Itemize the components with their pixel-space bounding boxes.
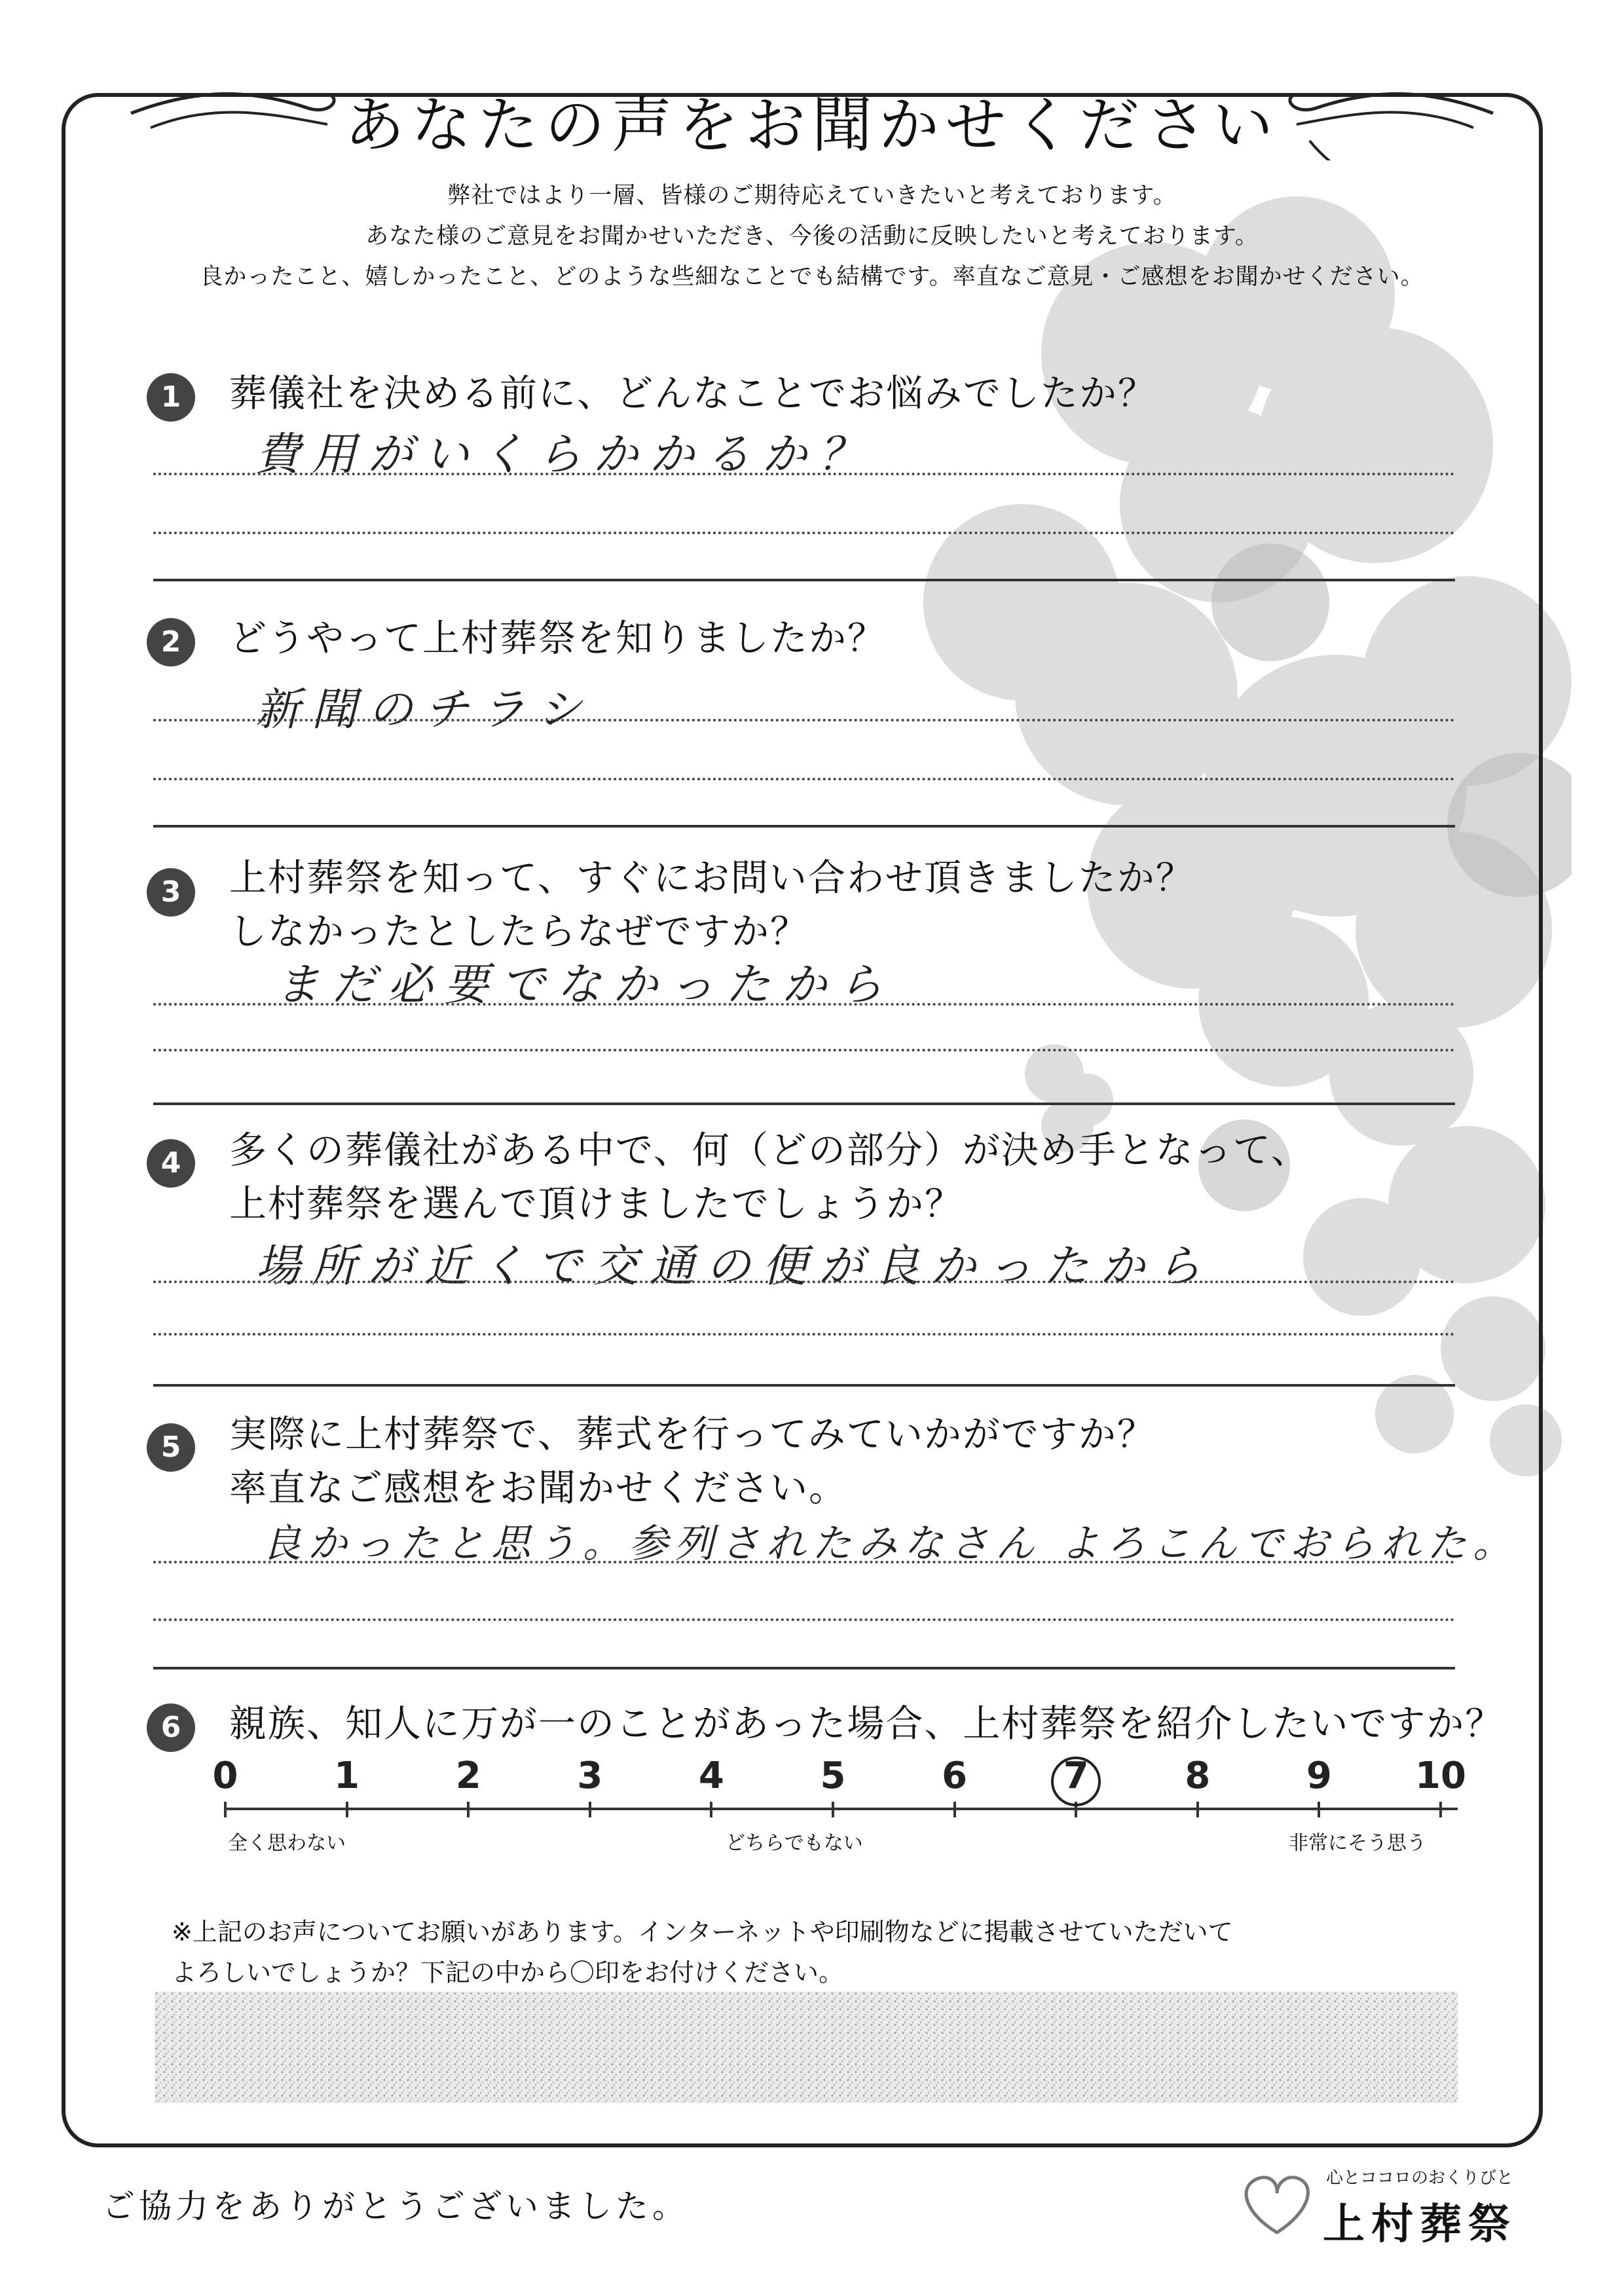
answer-3-handwritten: まだ必要でなかったから xyxy=(275,959,895,1011)
rating-scale-axis xyxy=(225,1808,1458,1810)
question-line: 率直なご感想をお聞かせください。 xyxy=(229,1467,847,1510)
question-5-text xyxy=(229,1408,1156,1515)
scale-tick xyxy=(1439,1802,1442,1817)
intro-line: あなた様のご意見をお聞かせいただき、今後の活動に反映したいと考えております。 xyxy=(365,223,1259,249)
question-number-4: 4 xyxy=(147,1139,195,1188)
question-line: 葬儀社を決める前に、どんなことでお悩みでしたか？ xyxy=(229,372,1156,415)
section-divider xyxy=(153,579,1455,581)
question-number-5: 5 xyxy=(147,1423,195,1472)
answer-line xyxy=(153,1281,1455,1283)
question-number-2: 2 xyxy=(147,618,195,666)
question-3-text xyxy=(229,851,1194,958)
scale-number-3: 3 xyxy=(577,1755,603,1797)
answer-line xyxy=(153,778,1455,780)
question-2-text xyxy=(229,611,886,665)
logo-tagline: 心とココロのおくりびと xyxy=(1326,2168,1514,2188)
scale-number-5: 5 xyxy=(820,1755,846,1797)
section-divider xyxy=(153,1102,1455,1105)
question-line: 実際に上村葬祭で、葬式を行ってみていかがですか？ xyxy=(229,1413,1156,1456)
publication-notice xyxy=(172,1912,1233,1993)
scale-tick xyxy=(710,1802,712,1817)
notice-line: よろしいでしょうか？下記の中から〇印をお付けください。 xyxy=(172,1958,844,1987)
section-divider xyxy=(153,1384,1455,1387)
question-number-6: 6 xyxy=(147,1704,195,1752)
question-line: しなかったとしたらなぜですか？ xyxy=(229,910,809,953)
scale-number-0: 0 xyxy=(212,1755,238,1797)
question-line: 上村葬祭を知って、すぐにお問い合わせ頂きましたか？ xyxy=(229,856,1194,900)
question-4-text xyxy=(229,1123,1310,1231)
selected-rating-circle xyxy=(1051,1757,1101,1806)
question-line: 多くの葬儀社がある中で、何（どの部分）が決め手となって、 xyxy=(229,1129,1310,1172)
scale-tick xyxy=(1318,1802,1320,1817)
answer-line xyxy=(153,1333,1455,1336)
scale-tick xyxy=(467,1802,470,1817)
answer-line xyxy=(153,1003,1455,1006)
page-title: あなたの声をお聞かせください xyxy=(344,90,1280,160)
question-number-1: 1 xyxy=(147,373,195,422)
scale-number-1: 1 xyxy=(334,1755,360,1797)
scale-tick xyxy=(589,1802,591,1817)
answer-4-handwritten: 場所が近くで交通の便が良かったから xyxy=(255,1241,1213,1292)
scale-label-mid: どちらでもない xyxy=(726,1832,863,1855)
question-line: 上村葬祭を選んで頂けましたでしょうか？ xyxy=(229,1182,963,1226)
scale-tick xyxy=(346,1802,348,1817)
question-line: どうやって上村葬祭を知りましたか？ xyxy=(229,617,886,660)
answer-5-handwritten: 良かったと思う。参列されたみなさん よろこんでおられた。 xyxy=(262,1521,1519,1567)
scale-tick xyxy=(953,1802,956,1817)
scale-number-6: 6 xyxy=(942,1755,968,1797)
answer-line xyxy=(153,1049,1455,1051)
thank-you-message: ご協力をありがとうございました。 xyxy=(102,2187,689,2225)
intro-line: 弊社ではより一層、皆様のご期待応えていきたいと考えております。 xyxy=(447,183,1177,209)
answer-line xyxy=(153,532,1455,534)
answer-line xyxy=(153,1561,1455,1563)
section-divider xyxy=(153,1667,1455,1669)
answer-line xyxy=(153,473,1455,475)
section-divider xyxy=(153,825,1455,828)
answer-line xyxy=(153,719,1455,721)
scale-tick xyxy=(1196,1802,1199,1817)
intro-line: 良かったこと、嬉しかったこと、どのような些細なことでも結構です。率直なご意見・ご感想をお聞かせください。 xyxy=(200,264,1424,290)
intro-text xyxy=(0,175,1624,297)
scale-tick xyxy=(832,1802,834,1817)
company-name: 上村葬祭 xyxy=(1323,2200,1517,2249)
scale-number-4: 4 xyxy=(698,1755,724,1797)
notice-line: ※上記のお声についてお願いがあります。インターネットや印刷物などに掲載させていただいて xyxy=(172,1918,1233,1946)
redacted-area xyxy=(155,1992,1458,2103)
answer-line xyxy=(153,1618,1455,1621)
question-6-text xyxy=(229,1697,1504,1751)
scale-number-2: 2 xyxy=(455,1755,481,1797)
scale-number-7: 7 xyxy=(1063,1755,1089,1797)
scale-number-9: 9 xyxy=(1306,1755,1332,1797)
answer-2-handwritten: 新聞のチラシ xyxy=(255,684,594,736)
scale-label-high: 非常にそう思う xyxy=(1289,1832,1426,1855)
scale-number-10: 10 xyxy=(1415,1755,1466,1797)
answer-1-handwritten: 費用がいくらかかるか？ xyxy=(255,429,876,481)
question-number-3: 3 xyxy=(147,868,195,917)
question-line: 親族、知人に万が一のことがあった場合、上村葬祭を紹介したいですか？ xyxy=(229,1702,1504,1745)
scale-label-low: 全く思わない xyxy=(228,1832,346,1855)
scale-number-8: 8 xyxy=(1185,1755,1211,1797)
question-1-text xyxy=(229,367,1156,420)
scale-tick xyxy=(224,1802,227,1817)
